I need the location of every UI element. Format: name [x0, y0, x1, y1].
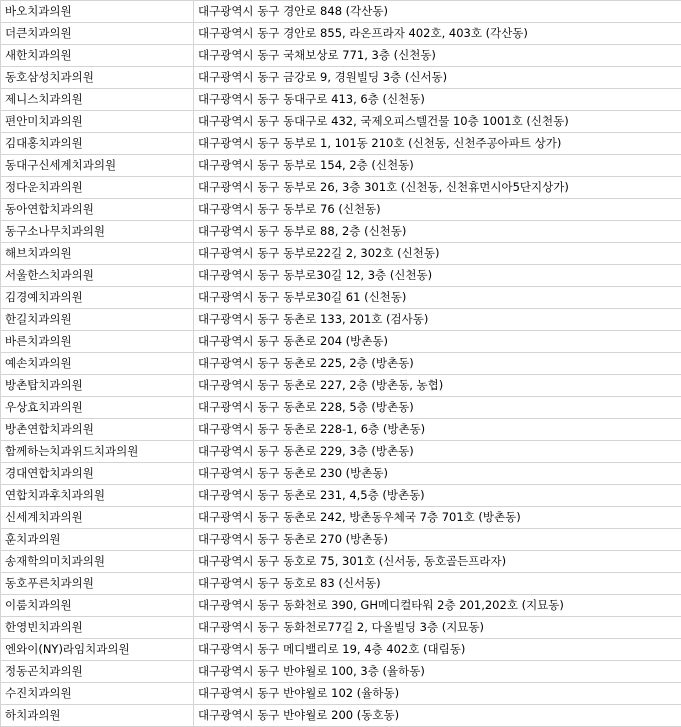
table-row[interactable] [1, 529, 681, 551]
table-row[interactable] [1, 551, 681, 573]
table-row[interactable] [1, 111, 681, 133]
clinic-name-cell[interactable]: 김경예치과의원 [1, 287, 194, 309]
clinic-name-cell[interactable]: 정동곤치과의원 [1, 661, 194, 683]
table-row[interactable] [1, 353, 681, 375]
table-row[interactable] [1, 705, 681, 727]
clinic-address-cell[interactable]: 대구광역시 동구 반야월로 102 (율하동) [194, 683, 681, 705]
table-row[interactable] [1, 1, 681, 23]
table-row[interactable] [1, 45, 681, 67]
table-row[interactable] [1, 375, 681, 397]
clinic-name-cell[interactable]: 경대연합치과의원 [1, 463, 194, 485]
clinic-name-cell[interactable]: 송재학의미치과의원 [1, 551, 194, 573]
clinic-address-cell[interactable]: 대구광역시 동구 동화천로77길 2, 다올빌딩 3층 (지묘동) [194, 617, 681, 639]
table-row[interactable] [1, 89, 681, 111]
clinic-address-cell[interactable]: 대구광역시 동구 반야월로 200 (동호동) [194, 705, 681, 727]
table-row[interactable] [1, 485, 681, 507]
clinic-name-cell[interactable]: 편안미치과의원 [1, 111, 194, 133]
clinic-name-cell[interactable]: 김대홍치과의원 [1, 133, 194, 155]
clinic-address-cell[interactable]: 대구광역시 동구 동부로30길 61 (신천동) [194, 287, 681, 309]
clinic-address-cell[interactable]: 대구광역시 동구 동부로 154, 2층 (신천동) [194, 155, 681, 177]
clinic-name-cell[interactable]: 신세계치과의원 [1, 507, 194, 529]
clinic-name-cell[interactable]: 이룸치과의원 [1, 595, 194, 617]
clinic-name-cell[interactable]: 동대구신세계치과의원 [1, 155, 194, 177]
table-row[interactable] [1, 133, 681, 155]
clinic-name-cell[interactable]: 새한치과의원 [1, 45, 194, 67]
clinic-address-cell[interactable]: 대구광역시 동구 메디밸리로 19, 4층 402호 (대림동) [194, 639, 681, 661]
clinic-address-cell[interactable]: 대구광역시 동구 동촌로 225, 2층 (방촌동) [194, 353, 681, 375]
clinic-name-cell[interactable]: 바른치과의원 [1, 331, 194, 353]
table-row[interactable] [1, 243, 681, 265]
table-row[interactable] [1, 639, 681, 661]
table-row[interactable] [1, 309, 681, 331]
clinic-address-cell[interactable]: 대구광역시 동구 동부로30길 12, 3층 (신천동) [194, 265, 681, 287]
clinic-name-cell[interactable]: 정다운치과의원 [1, 177, 194, 199]
table-row[interactable] [1, 661, 681, 683]
table-row[interactable] [1, 463, 681, 485]
clinic-name-cell[interactable]: 한길치과의원 [1, 309, 194, 331]
clinic-name-cell[interactable]: 훈치과의원 [1, 529, 194, 551]
clinic-name-cell[interactable]: 하치과의원 [1, 705, 194, 727]
clinic-address-cell[interactable]: 대구광역시 동구 동촌로 242, 방촌동우체국 7층 701호 (방촌동) [194, 507, 681, 529]
clinic-name-cell[interactable]: 수진치과의원 [1, 683, 194, 705]
table-row[interactable] [1, 221, 681, 243]
clinic-name-cell[interactable]: 한영빈치과의원 [1, 617, 194, 639]
clinic-name-cell[interactable]: 더큰치과의원 [1, 23, 194, 45]
table-row[interactable] [1, 265, 681, 287]
clinic-address-cell[interactable]: 대구광역시 동구 동촌로 227, 2층 (방촌동, 농협) [194, 375, 681, 397]
table-row[interactable] [1, 67, 681, 89]
clinic-address-cell[interactable]: 대구광역시 동구 금강로 9, 경원빌딩 3층 (신서동) [194, 67, 681, 89]
clinic-address-cell[interactable]: 대구광역시 동구 동촌로 133, 201호 (검사동) [194, 309, 681, 331]
table-row[interactable] [1, 441, 681, 463]
clinic-address-cell[interactable]: 대구광역시 동구 동호로 83 (신서동) [194, 573, 681, 595]
clinic-name-cell[interactable]: 제니스치과의원 [1, 89, 194, 111]
clinic-address-cell[interactable]: 대구광역시 동구 동화천로 390, GH메디컬타워 2층 201,202호 (지묘동) [194, 595, 681, 617]
table-row[interactable] [1, 419, 681, 441]
clinic-name-cell[interactable]: 함께하는치과위드치과의원 [1, 441, 194, 463]
clinic-name-cell[interactable]: 바오치과의원 [1, 1, 194, 23]
clinic-address-cell[interactable]: 대구광역시 동구 동대구로 432, 국제오피스텔건물 10층 1001호 (신천동) [194, 111, 681, 133]
clinic-name-cell[interactable]: 동아연합치과의원 [1, 199, 194, 221]
clinic-address-cell[interactable]: 대구광역시 동구 동부로 76 (신천동) [194, 199, 681, 221]
table-row[interactable] [1, 331, 681, 353]
table-row[interactable] [1, 287, 681, 309]
clinic-address-cell[interactable]: 대구광역시 동구 동촌로 229, 3층 (방촌동) [194, 441, 681, 463]
table-row[interactable] [1, 23, 681, 45]
clinic-address-cell[interactable]: 대구광역시 동구 동부로 26, 3층 301호 (신천동, 신천휴먼시아5단지상가) [194, 177, 681, 199]
clinic-name-cell[interactable]: 엔와이(NY)라임치과의원 [1, 639, 194, 661]
table-row[interactable] [1, 507, 681, 529]
table-row[interactable] [1, 617, 681, 639]
clinic-address-cell[interactable]: 대구광역시 동구 경안로 855, 라온프라자 402호, 403호 (각산동) [194, 23, 681, 45]
clinic-address-cell[interactable]: 대구광역시 동구 동촌로 204 (방촌동) [194, 331, 681, 353]
clinic-name-cell[interactable]: 서울한스치과의원 [1, 265, 194, 287]
clinic-address-cell[interactable]: 대구광역시 동구 동부로 88, 2층 (신천동) [194, 221, 681, 243]
clinic-address-cell[interactable]: 대구광역시 동구 국채보상로 771, 3층 (신천동) [194, 45, 681, 67]
clinic-name-cell[interactable]: 방촌탑치과의원 [1, 375, 194, 397]
clinic-name-cell[interactable]: 해브치과의원 [1, 243, 194, 265]
clinic-name-cell[interactable]: 동호삼성치과의원 [1, 67, 194, 89]
clinic-name-cell[interactable]: 동구소나무치과의원 [1, 221, 194, 243]
clinic-address-cell[interactable]: 대구광역시 동구 동부로 1, 101동 210호 (신천동, 신천주공아파트 상가) [194, 133, 681, 155]
table-row[interactable] [1, 397, 681, 419]
clinic-address-cell[interactable]: 대구광역시 동구 동대구로 413, 6층 (신천동) [194, 89, 681, 111]
clinic-name-cell[interactable]: 우상효치과의원 [1, 397, 194, 419]
clinic-address-cell[interactable]: 대구광역시 동구 반야월로 100, 3층 (율하동) [194, 661, 681, 683]
clinic-address-cell[interactable]: 대구광역시 동구 동촌로 231, 4,5층 (방촌동) [194, 485, 681, 507]
clinic-table-body [1, 1, 681, 727]
clinic-address-cell[interactable]: 대구광역시 동구 동촌로 228-1, 6층 (방촌동) [194, 419, 681, 441]
clinic-address-cell[interactable]: 대구광역시 동구 동촌로 230 (방촌동) [194, 463, 681, 485]
table-row[interactable] [1, 595, 681, 617]
clinic-name-cell[interactable]: 동호푸른치과의원 [1, 573, 194, 595]
clinic-name-cell[interactable]: 방촌연합치과의원 [1, 419, 194, 441]
clinic-address-cell[interactable]: 대구광역시 동구 동부로22길 2, 302호 (신천동) [194, 243, 681, 265]
clinic-address-cell[interactable]: 대구광역시 동구 동촌로 270 (방촌동) [194, 529, 681, 551]
clinic-name-cell[interactable]: 연합치과후치과의원 [1, 485, 194, 507]
clinic-address-cell[interactable]: 대구광역시 동구 동촌로 228, 5층 (방촌동) [194, 397, 681, 419]
clinic-address-cell[interactable]: 대구광역시 동구 경안로 848 (각산동) [194, 1, 681, 23]
table-row[interactable] [1, 683, 681, 705]
table-row[interactable] [1, 177, 681, 199]
table-row[interactable] [1, 573, 681, 595]
clinic-address-cell[interactable]: 대구광역시 동구 동호로 75, 301호 (신서동, 동호골든프라자) [194, 551, 681, 573]
table-row[interactable] [1, 199, 681, 221]
clinic-name-cell[interactable]: 예손치과의원 [1, 353, 194, 375]
table-row[interactable] [1, 155, 681, 177]
